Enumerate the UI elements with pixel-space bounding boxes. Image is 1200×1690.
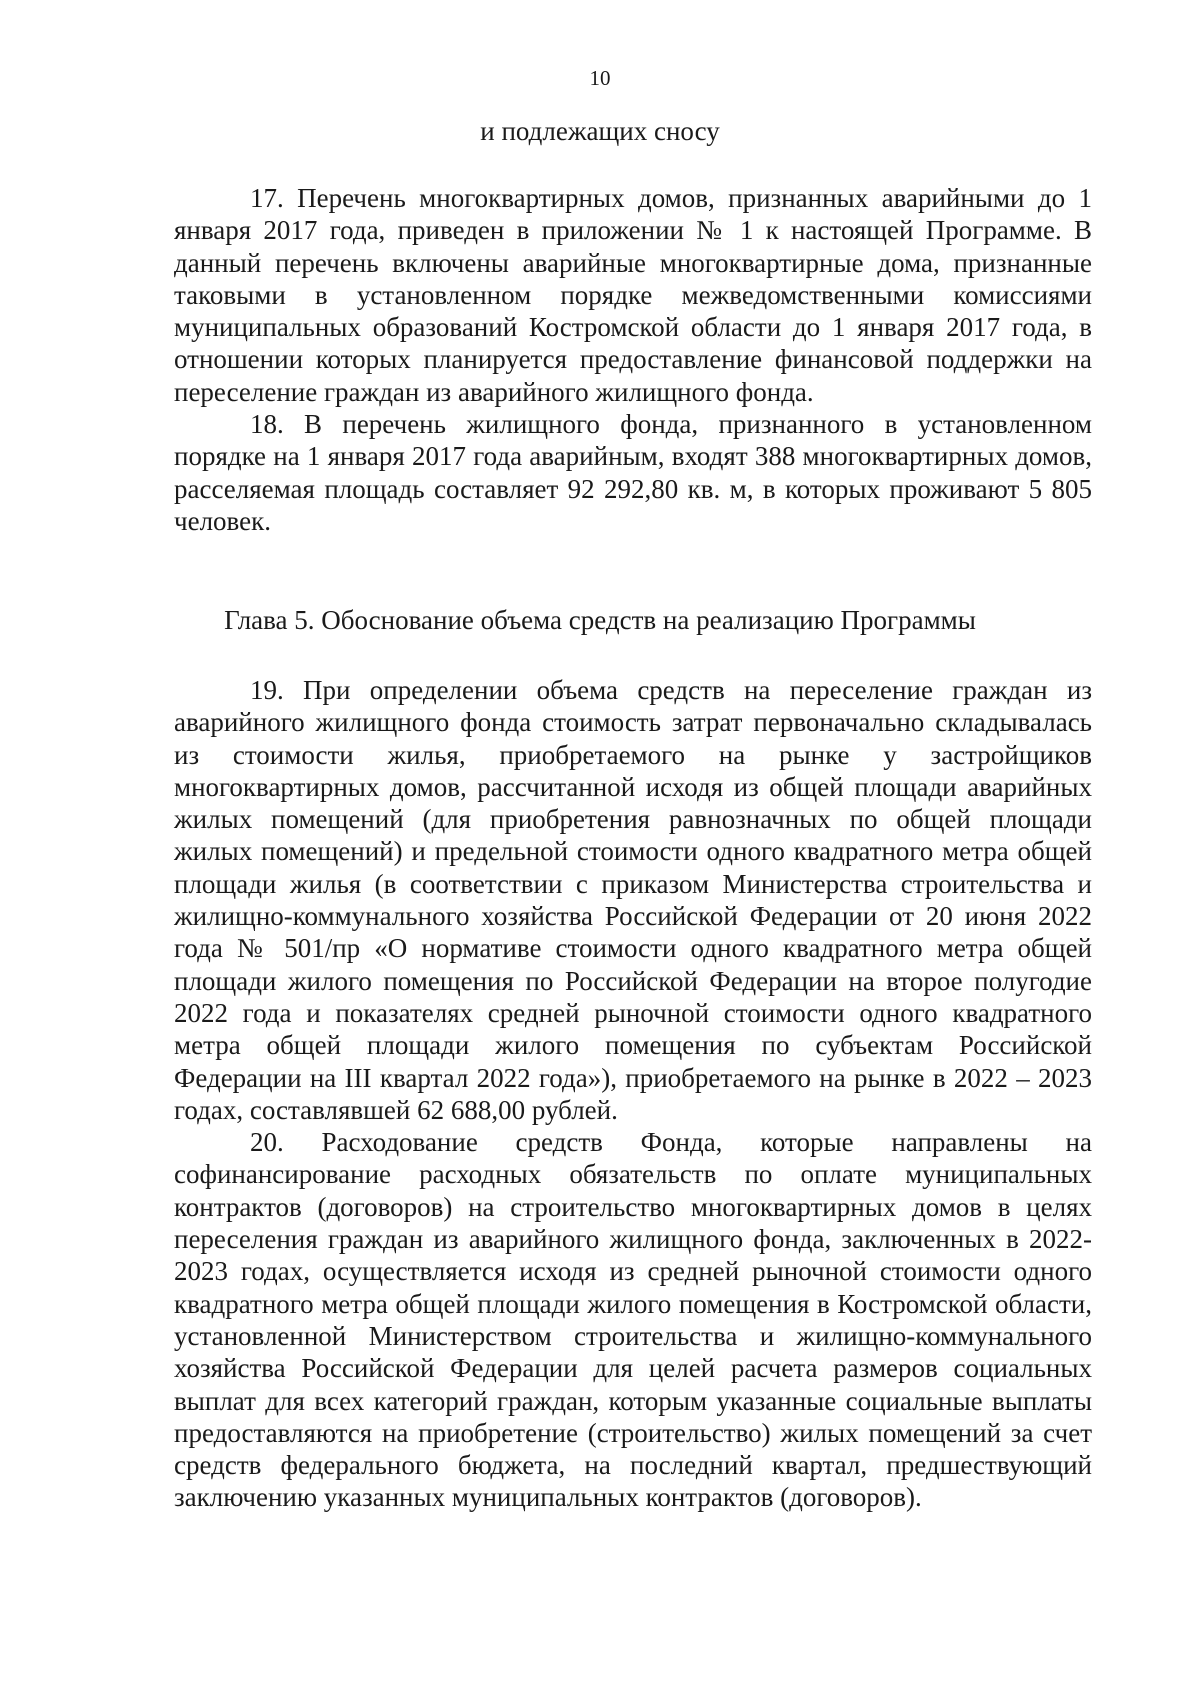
text-block-after-chapter (174, 674, 1092, 1514)
paragraph-20: 20. Расходование средств Фонда, которые направлены на софинансирование расходных обязательств по оплате муниципальных контрактов (договоров) на строительство многоквартирных домов в целях переселения граждан из аварийного жилищного фонда, заключенных в 2022-2023 годах, осуществляется исходя из средней рыночной стоимости одного квадратного метра общей площади жилого помещения в Костромской области, установленной Министерством строительства и жилищно-коммунального хозяйства Российской Федерации для целей расчета размеров социальных выплат для всех категорий граждан, которым указанные социальные выплаты предоставляются на приобретение (строительство) жилых помещений за счет средств федерального бюджета, на последний квартал, предшествующий заключению указанных муниципальных контрактов (договоров). (174, 1127, 1092, 1513)
paragraph-17: 17. Перечень многоквартирных домов, признанных аварийными до 1 января 2017 года, приведен в приложении № 1 к настоящей Программе. В данный перечень включены аварийные многоквартирные дома, признанные таковыми в установленном порядке межведомственными комиссиями муниципальных образований Костромской области до 1 января 2017 года, в отношении которых планируется предоставление финансовой поддержки на переселение граждан из аварийного жилищного фонда. (174, 183, 1092, 407)
section-title-continuation: и подлежащих сносу (480, 116, 720, 146)
paragraph-19: 19. При определении объема средств на переселение граждан из аварийного жилищного фонда стоимость затрат первоначально складывалась из стоимости жилья, приобретаемого на рынке у застройщиков многоквартирных домов, рассчитанной исходя из общей площади аварийных жилых помещений (для приобретения равнозначных по общей площади жилых помещений) и предельной стоимости одного квадратного метра общей площади жилья (в соответствии с приказом Министерства строительства и жилищно-коммунального хозяйства Российской Федерации от 20 июня 2022 года № 501/пр «О нормативе стоимости одного квадратного метра общей площади жилого помещения по Российской Федерации на второе полугодие 2022 года и показателях средней рыночной стоимости одного квадратного метра общей площади жилого помещения по субъектам Российской Федерации на III квартал 2022 года»), приобретаемого на рынке в 2022 – 2023 годах, составлявшей 62 688,00 рублей. (174, 675, 1092, 1125)
paragraph-18: 18. В перечень жилищного фонда, признанного в установленном порядке на 1 января 2017 года аварийным, входят 388 многоквартирных домов, расселяемая площадь составляет 92 292,80 кв. м, в которых проживают 5 805 человек. (174, 409, 1092, 536)
page-number: 10 (589, 66, 611, 90)
text-block-before-chapter (174, 182, 1092, 537)
chapter-heading: Глава 5. Обоснование объема средств на реализацию Программы (224, 605, 976, 635)
